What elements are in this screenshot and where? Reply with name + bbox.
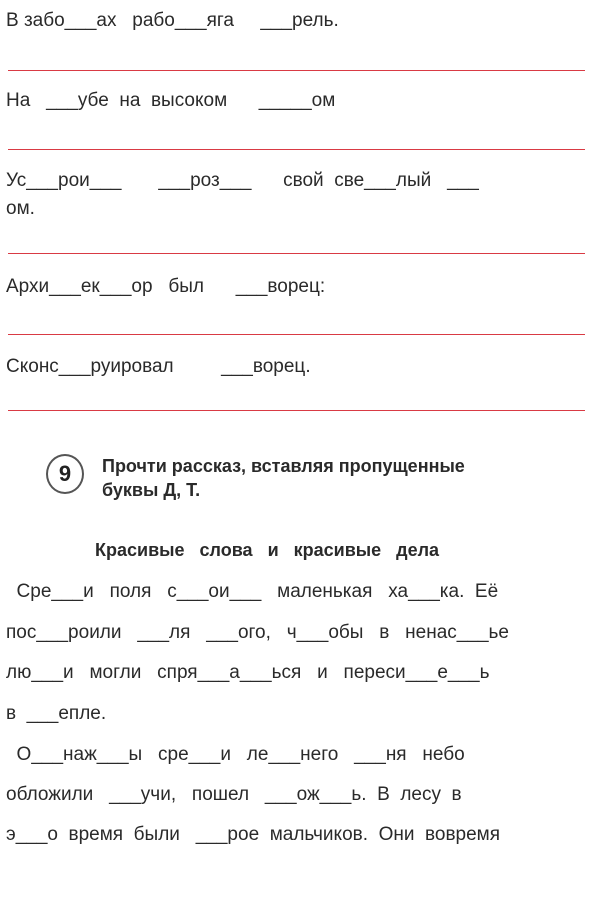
story-line: обложили ___учи, пошел ___ож___ь. В лесу в xyxy=(6,784,462,805)
answer-line-2 xyxy=(8,149,585,150)
sentence-5: Сконс___руировал ___ворец. xyxy=(6,356,311,377)
story-line: в ___епле. xyxy=(6,703,107,724)
story-title: Красивые слова и красивые дела xyxy=(95,540,440,560)
answer-line-4 xyxy=(8,334,585,335)
story-line: э___о время были ___рое мальчиков. Они вовремя xyxy=(6,824,501,845)
task-number-badge: 9 xyxy=(46,454,84,494)
task-instruction-line-2: буквы Д, Т. xyxy=(102,480,201,500)
sentence-1: В забо___ах рабо___яга ___рель. xyxy=(6,10,339,31)
story-line: лю___и могли спря___а___ься и переси___е___ь xyxy=(6,662,490,683)
task-instruction-line-1: Прочти рассказ, вставляя пропущенные xyxy=(102,456,465,476)
sentence-2: На ___убе на высоком _____ом xyxy=(6,90,336,111)
story-line: О___наж___ы сре___и ле___него ___ня небо xyxy=(6,744,465,765)
sentence-3-continued: ом. xyxy=(6,198,35,219)
story-line: пос___роили ___ля ___ого, ч___обы в ненас___ье xyxy=(6,622,509,643)
answer-line-5 xyxy=(8,410,585,411)
sentence-4: Архи___ек___ор был ___ворец: xyxy=(6,276,326,297)
answer-line-3 xyxy=(8,253,585,254)
sentence-3: Ус___рои___ ___роз___ свой све___лый ___ xyxy=(6,170,479,191)
answer-line-1 xyxy=(8,70,585,71)
story-line: Сре___и поля с___ои___ маленькая ха___ка. Её xyxy=(6,581,499,602)
